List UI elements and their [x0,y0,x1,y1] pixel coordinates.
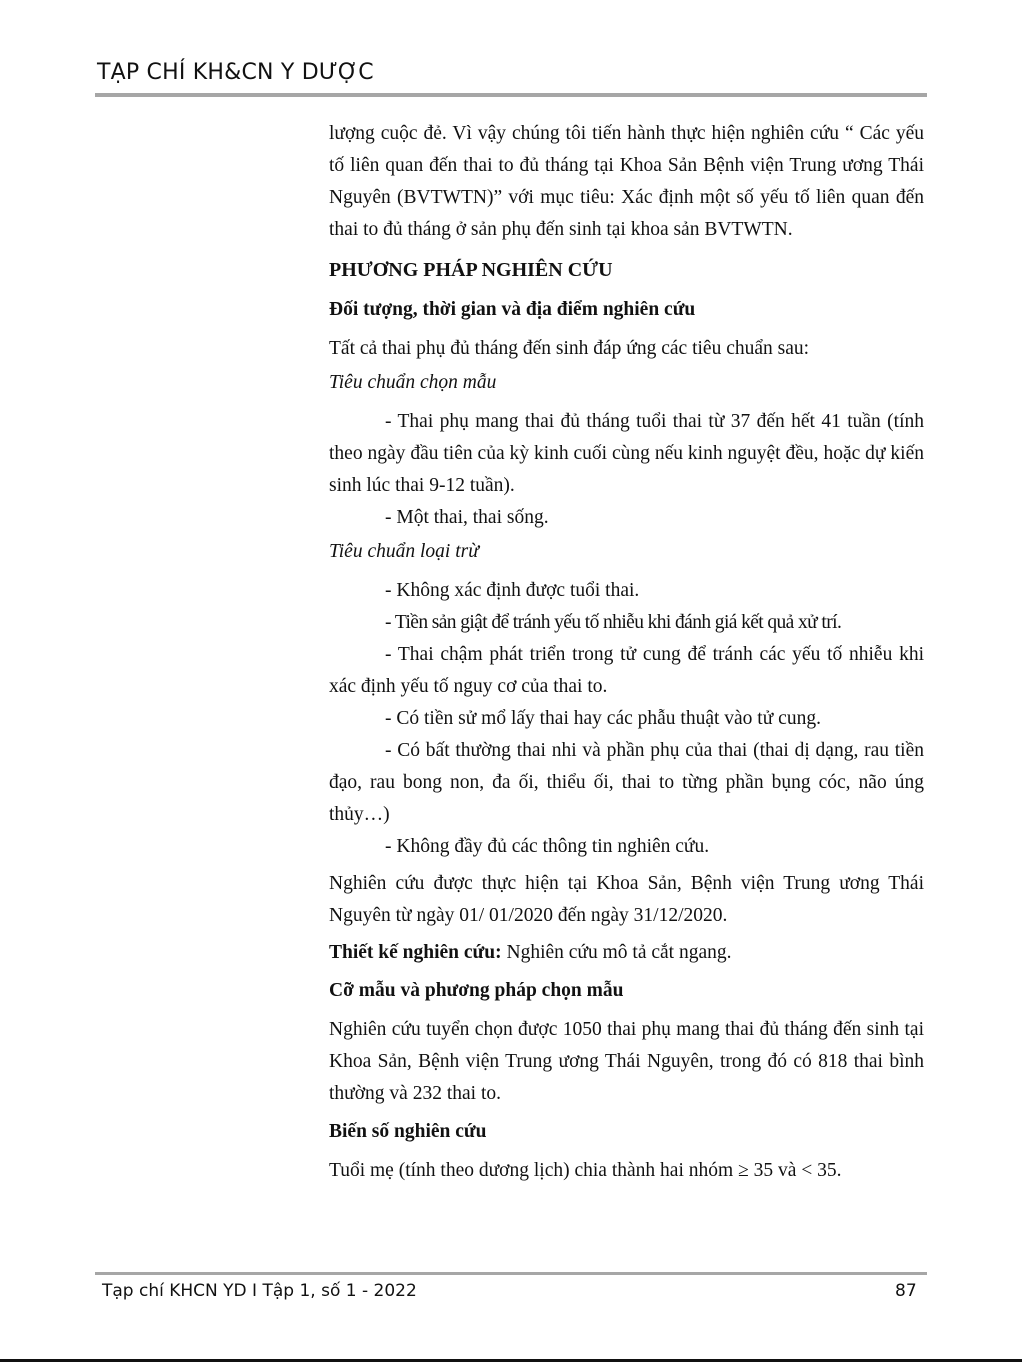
journal-header-title: TẠP CHÍ KH&CN Y DƯỢC [97,60,374,85]
variables-heading: Biến số nghiên cứu [329,1121,487,1142]
variables-paragraph: Tuổi mẹ (tính theo dương lịch) chia thành hai nhóm ≥ 35 và < 35. [329,1160,842,1181]
inclusion-item: - Thai phụ mang thai đủ tháng tuổi thai từ 37 đến hết 41 tuần (tính theo ngày đầu tiên của kỳ kinh cuối cùng nếu kinh nguyệt đều, hoặc dự kiến sinh lúc thai 9-12 tuần). [329,411,924,496]
exclusion-item: - Không đầy đủ các thông tin nghiên cứu. [385,836,710,857]
exclusion-item: - Thai chậm phát triển trong tử cung để tránh các yếu tố nhiễu khi xác định yếu tố nguy cơ của thai to. [329,644,924,697]
exclusion-heading: Tiêu chuẩn loại trừ [329,541,479,562]
sample-paragraph: Nghiên cứu tuyển chọn được 1050 thai phụ mang thai đủ tháng đến sinh tại Khoa Sản, Bệnh viện Trung ương Thái Nguyên, trong đó có 818 thai bình thường và 232 thai to. [329,1019,924,1104]
subject-heading: Đối tượng, thời gian và địa điểm nghiên cứu [329,299,696,320]
footer-citation: Tạp chí KHCN YD I Tập 1, số 1 - 2022 [102,1281,417,1301]
section-heading: PHƯƠNG PHÁP NGHIÊN CỨU [329,259,613,281]
exclusion-item: - Có bất thường thai nhi và phần phụ của thai (thai dị dạng, rau tiền đạo, rau bong non, đa ối, thiểu ối, thai to từng phần bụng cóc, não úng thủy…) [329,740,924,825]
design-paragraph [329,937,924,969]
inclusion-heading: Tiêu chuẩn chọn mẫu [329,372,497,393]
header-divider [95,93,927,97]
inclusion-item: - Một thai, thai sống. [385,507,549,528]
footer-divider [95,1272,927,1275]
exclusion-item: - Tiền sản giật để tránh yếu tố nhiễu khi đánh giá kết quả xử trí. [385,612,842,633]
page-number: 87 [895,1281,917,1301]
design-label: Thiết kế nghiên cứu: [329,942,502,963]
article-body [329,118,924,1187]
exclusion-item: - Không xác định được tuổi thai. [385,580,640,601]
sample-heading: Cỡ mẫu và phương pháp chọn mẫu [329,980,624,1001]
location-paragraph: Nghiên cứu được thực hiện tại Khoa Sản, Bệnh viện Trung ương Thái Nguyên từ ngày 01/ 01/2020 đến ngày 31/12/2020. [329,873,924,926]
subject-intro: Tất cả thai phụ đủ tháng đến sinh đáp ứng các tiêu chuẩn sau: [329,338,810,359]
exclusion-item: - Có tiền sử mổ lấy thai hay các phẫu thuật vào tử cung. [385,708,821,729]
intro-paragraph: lượng cuộc đẻ. Vì vậy chúng tôi tiến hành thực hiện nghiên cứu “ Các yếu tố liên quan đến thai to đủ tháng tại Khoa Sản Bệnh viện Trung ương Thái Nguyên (BVTWTN)” với mục tiêu: Xác định một số yếu tố liên quan đến thai to đủ tháng ở sản phụ đến sinh tại khoa sản BVTWTN. [329,123,924,240]
design-text: Nghiên cứu mô tả cắt ngang. [501,942,732,963]
